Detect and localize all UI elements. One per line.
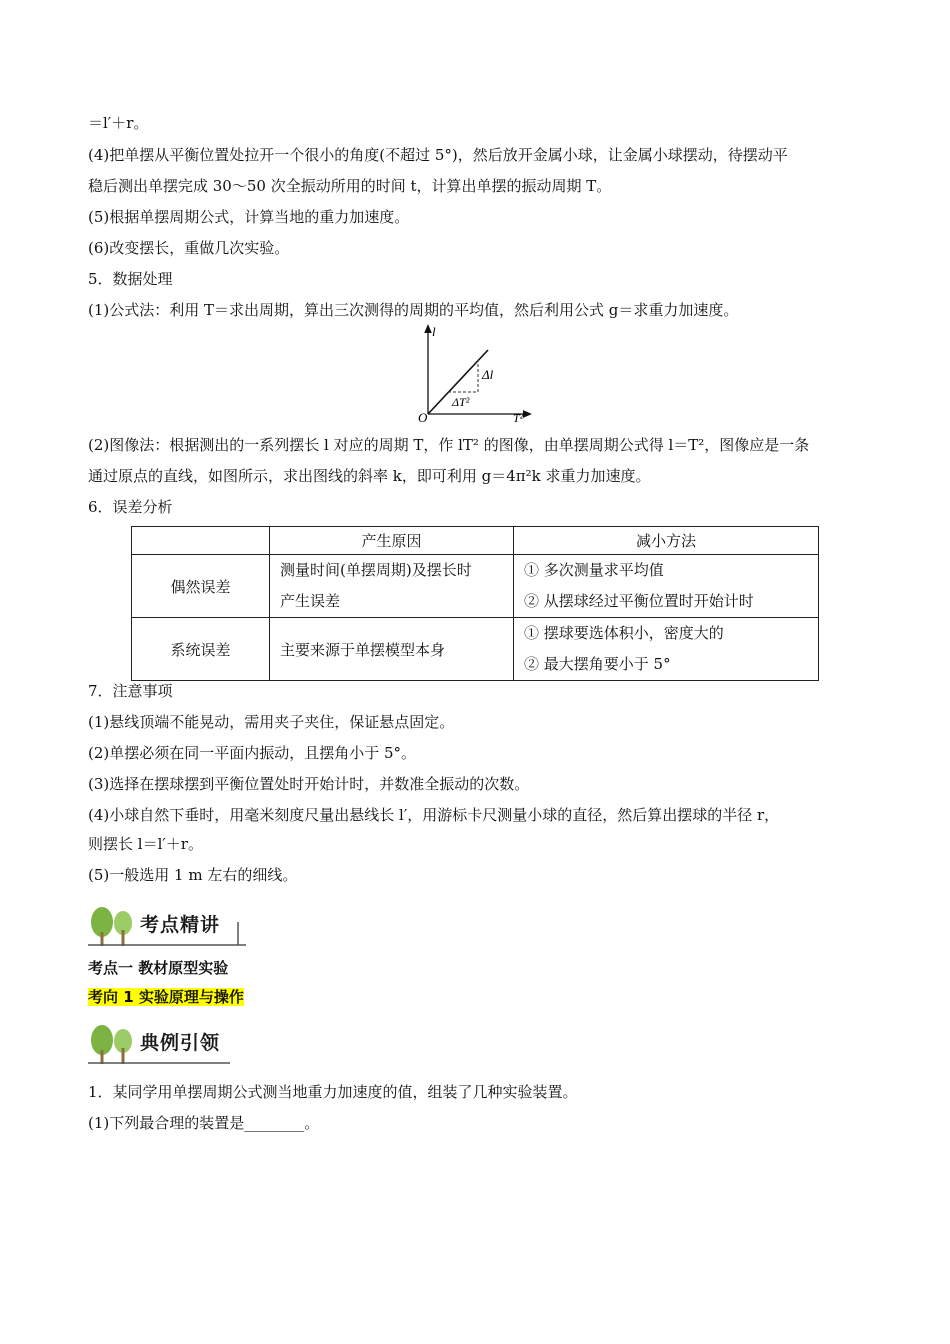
table-row (132, 555, 819, 618)
question-text: 1．某同学用单摆周期公式测当地重力加速度的值，组装了几种实验装置。 (88, 1083, 578, 1101)
text-line: (3)选择在摆球摆到平衡位置处时开始计时，并数准全振动的次数。 (88, 775, 530, 793)
text-line: ＝l′＋r。 (88, 114, 149, 132)
x-axis-label: T² (513, 411, 524, 425)
cause-line: 产生误差 (280, 592, 341, 610)
banner-label: 典例引领 (140, 1032, 221, 1054)
error-type-cell: 系统误差 (132, 618, 270, 681)
text-line: (4)小球自然下垂时，用毫米刻度尺量出悬线长 l′，用游标卡尺测量小球的直径，然后算出摆球的半径 r， (88, 806, 780, 824)
text-line: 则摆长 l＝l′＋r。 (88, 835, 203, 853)
dx-label: ΔT² (452, 395, 470, 409)
text-line: (4)把单摆从平衡位置处拉开一个很小的角度(不超过 5°)，然后放开金属小球，让金属小球摆动，待摆动平 (88, 146, 788, 164)
dy-label: Δl (482, 367, 494, 382)
text-line: (1)悬线顶端不能晃动，需用夹子夹住，保证悬点固定。 (88, 713, 455, 731)
text-line: (2)图像法：根据测出的一系列摆长 l 对应的周期 T，作 lT² 的图像，由单摆周期公式得 l＝T²，图像应是一条 (88, 436, 810, 454)
method-cell (514, 555, 819, 618)
l-t2-graph (410, 322, 540, 426)
method-line: ① 多次测量求平均值 (524, 561, 664, 579)
method-cell (514, 618, 819, 681)
table-header-method: 减小方法 (514, 527, 819, 555)
topic-heading: 考点一 教材原型实验 (88, 959, 229, 977)
method-line: ② 从摆球经过平衡位置时开始计时 (524, 592, 754, 610)
table-header-cause: 产生原因 (270, 527, 514, 555)
method-line: ② 最大摆角要小于 5° (524, 655, 671, 673)
cause-cell (270, 555, 514, 618)
section-heading: 5．数据处理 (88, 270, 173, 288)
section-heading: 7．注意事项 (88, 682, 173, 700)
text-line: 通过原点的直线，如图所示，求出图线的斜率 k，即可利用 g＝4π²k 求重力加速度。 (88, 467, 651, 485)
section-heading: 6．误差分析 (88, 498, 173, 516)
table-header-row (132, 527, 819, 555)
subtopic-heading (88, 987, 244, 1007)
y-axis-label: l (432, 324, 436, 339)
text-line: (5)根据单摆周期公式，计算当地的重力加速度。 (88, 208, 410, 226)
banner-label: 考点精讲 (140, 914, 221, 936)
text-line: (5)一般选用 1 m 左右的细线。 (88, 866, 298, 884)
table-header-empty (132, 527, 270, 555)
section-banner-kaodian (88, 902, 248, 948)
text-line: 稳后测出单摆完成 30～50 次全振动所用的时间 t，计算出单摆的振动周期 T。 (88, 177, 612, 195)
table-row (132, 618, 819, 681)
question-part: (1)下列最合理的装置是________。 (88, 1114, 320, 1132)
method-line: ① 摆球要选体积小，密度大的 (524, 624, 724, 642)
text-line: (1)公式法：利用 T＝求出周期，算出三次测得的周期的平均值，然后利用公式 g＝求重力加速度。 (88, 301, 739, 319)
highlighted-text: 考向 1 实验原理与操作 (88, 988, 244, 1006)
cause-cell: 主要来源于单摆模型本身 (270, 618, 514, 681)
error-analysis-table (131, 526, 819, 681)
cause-line: 测量时间(单摆周期)及摆长时 (280, 561, 472, 579)
text-line: (2)单摆必须在同一平面内振动，且摆角小于 5°。 (88, 744, 417, 762)
text-line: (6)改变摆长，重做几次实验。 (88, 239, 290, 257)
error-type-cell: 偶然误差 (132, 555, 270, 618)
section-banner-dianli (88, 1020, 236, 1066)
origin-label: O (418, 410, 428, 425)
